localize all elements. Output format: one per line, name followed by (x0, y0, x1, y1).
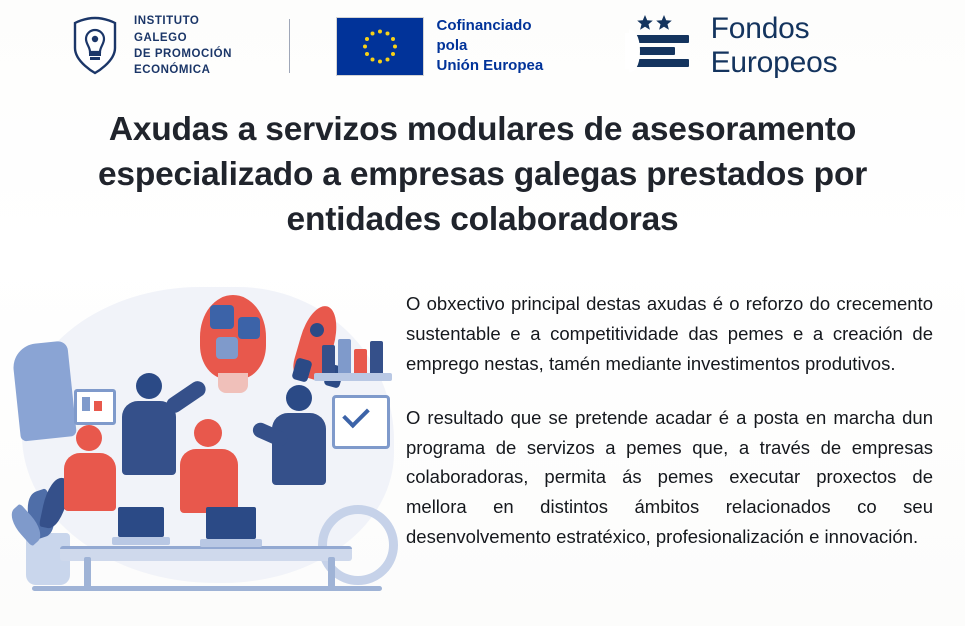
laptop-screen-icon (206, 507, 256, 539)
office-chair-icon (11, 340, 77, 441)
person-head (194, 419, 222, 447)
laptop-base-icon (112, 537, 170, 545)
monitor-bar-icon (82, 397, 90, 411)
logo-bar (0, 0, 965, 92)
laptop-screen-icon (118, 507, 164, 537)
book-icon (370, 341, 383, 373)
xunta-de-galicia-shield-icon (68, 16, 122, 76)
person-body (180, 449, 238, 513)
shelf-icon (314, 373, 392, 381)
person-body (272, 413, 326, 485)
eu-line-1: Cofinanciado pola (436, 16, 532, 54)
person-body (122, 401, 176, 475)
person-body (64, 453, 116, 511)
european-union-flag-icon (336, 17, 424, 76)
igape-line-3: ECONÓMICA (134, 64, 211, 77)
igape-logo (68, 13, 290, 78)
teamwork-illustration (14, 269, 406, 599)
eu-logo-text (437, 16, 563, 77)
person-head (136, 373, 162, 399)
eu-cofinance-logo (336, 16, 563, 77)
lightbulb-base-icon (218, 373, 248, 393)
igape-logo-text (134, 13, 253, 78)
desk-leg (328, 557, 335, 589)
igape-line-1: INSTITUTO GALEGO (134, 15, 200, 44)
monitor-bar-icon (94, 401, 102, 411)
body-paragraph-2: O resultado que se pretende acadar é a posta en marcha dun programa de servizos a pemes que, a través de empresas colaboradoras, permita ás pemes executar proxectos de mellora en distintos ámbitos relacionados co seu desenvolvemento estratéxico, profesionalización e innovación. (406, 406, 933, 548)
puzzle-piece-icon (238, 317, 260, 339)
page-title: Axudas a servizos modulares de asesoramento especializado a empresas galegas prestados por entidades colaboradoras (97, 111, 868, 238)
desk-leg (84, 557, 91, 589)
book-icon (354, 349, 367, 373)
fondos-europeos-mark-icon (625, 15, 697, 77)
eu-line-2: Unión Europea (436, 57, 544, 75)
book-icon (322, 345, 335, 373)
fondos-europeos-logo (625, 12, 939, 80)
illustration-floor-line (32, 586, 382, 591)
desk-icon (60, 546, 352, 561)
body-text-column (406, 269, 943, 599)
body-paragraph-1: O obxectivo principal destas axudas é o reforzo do crecemento sustentable e a competitividade das pemes e a creación de emprego nestas, tamén mediante investimentos produtivos. (406, 292, 933, 374)
igape-line-2: DE PROMOCIÓN (134, 48, 232, 60)
puzzle-piece-icon (210, 305, 234, 329)
person-head (76, 425, 102, 451)
laptop-base-icon (200, 539, 262, 547)
content-area (0, 269, 965, 599)
puzzle-piece-icon (216, 337, 238, 359)
person-head (286, 385, 312, 411)
fondos-europeos-label: Fondos Europeos (710, 12, 838, 79)
book-icon (338, 339, 351, 373)
logo-divider (289, 19, 290, 73)
